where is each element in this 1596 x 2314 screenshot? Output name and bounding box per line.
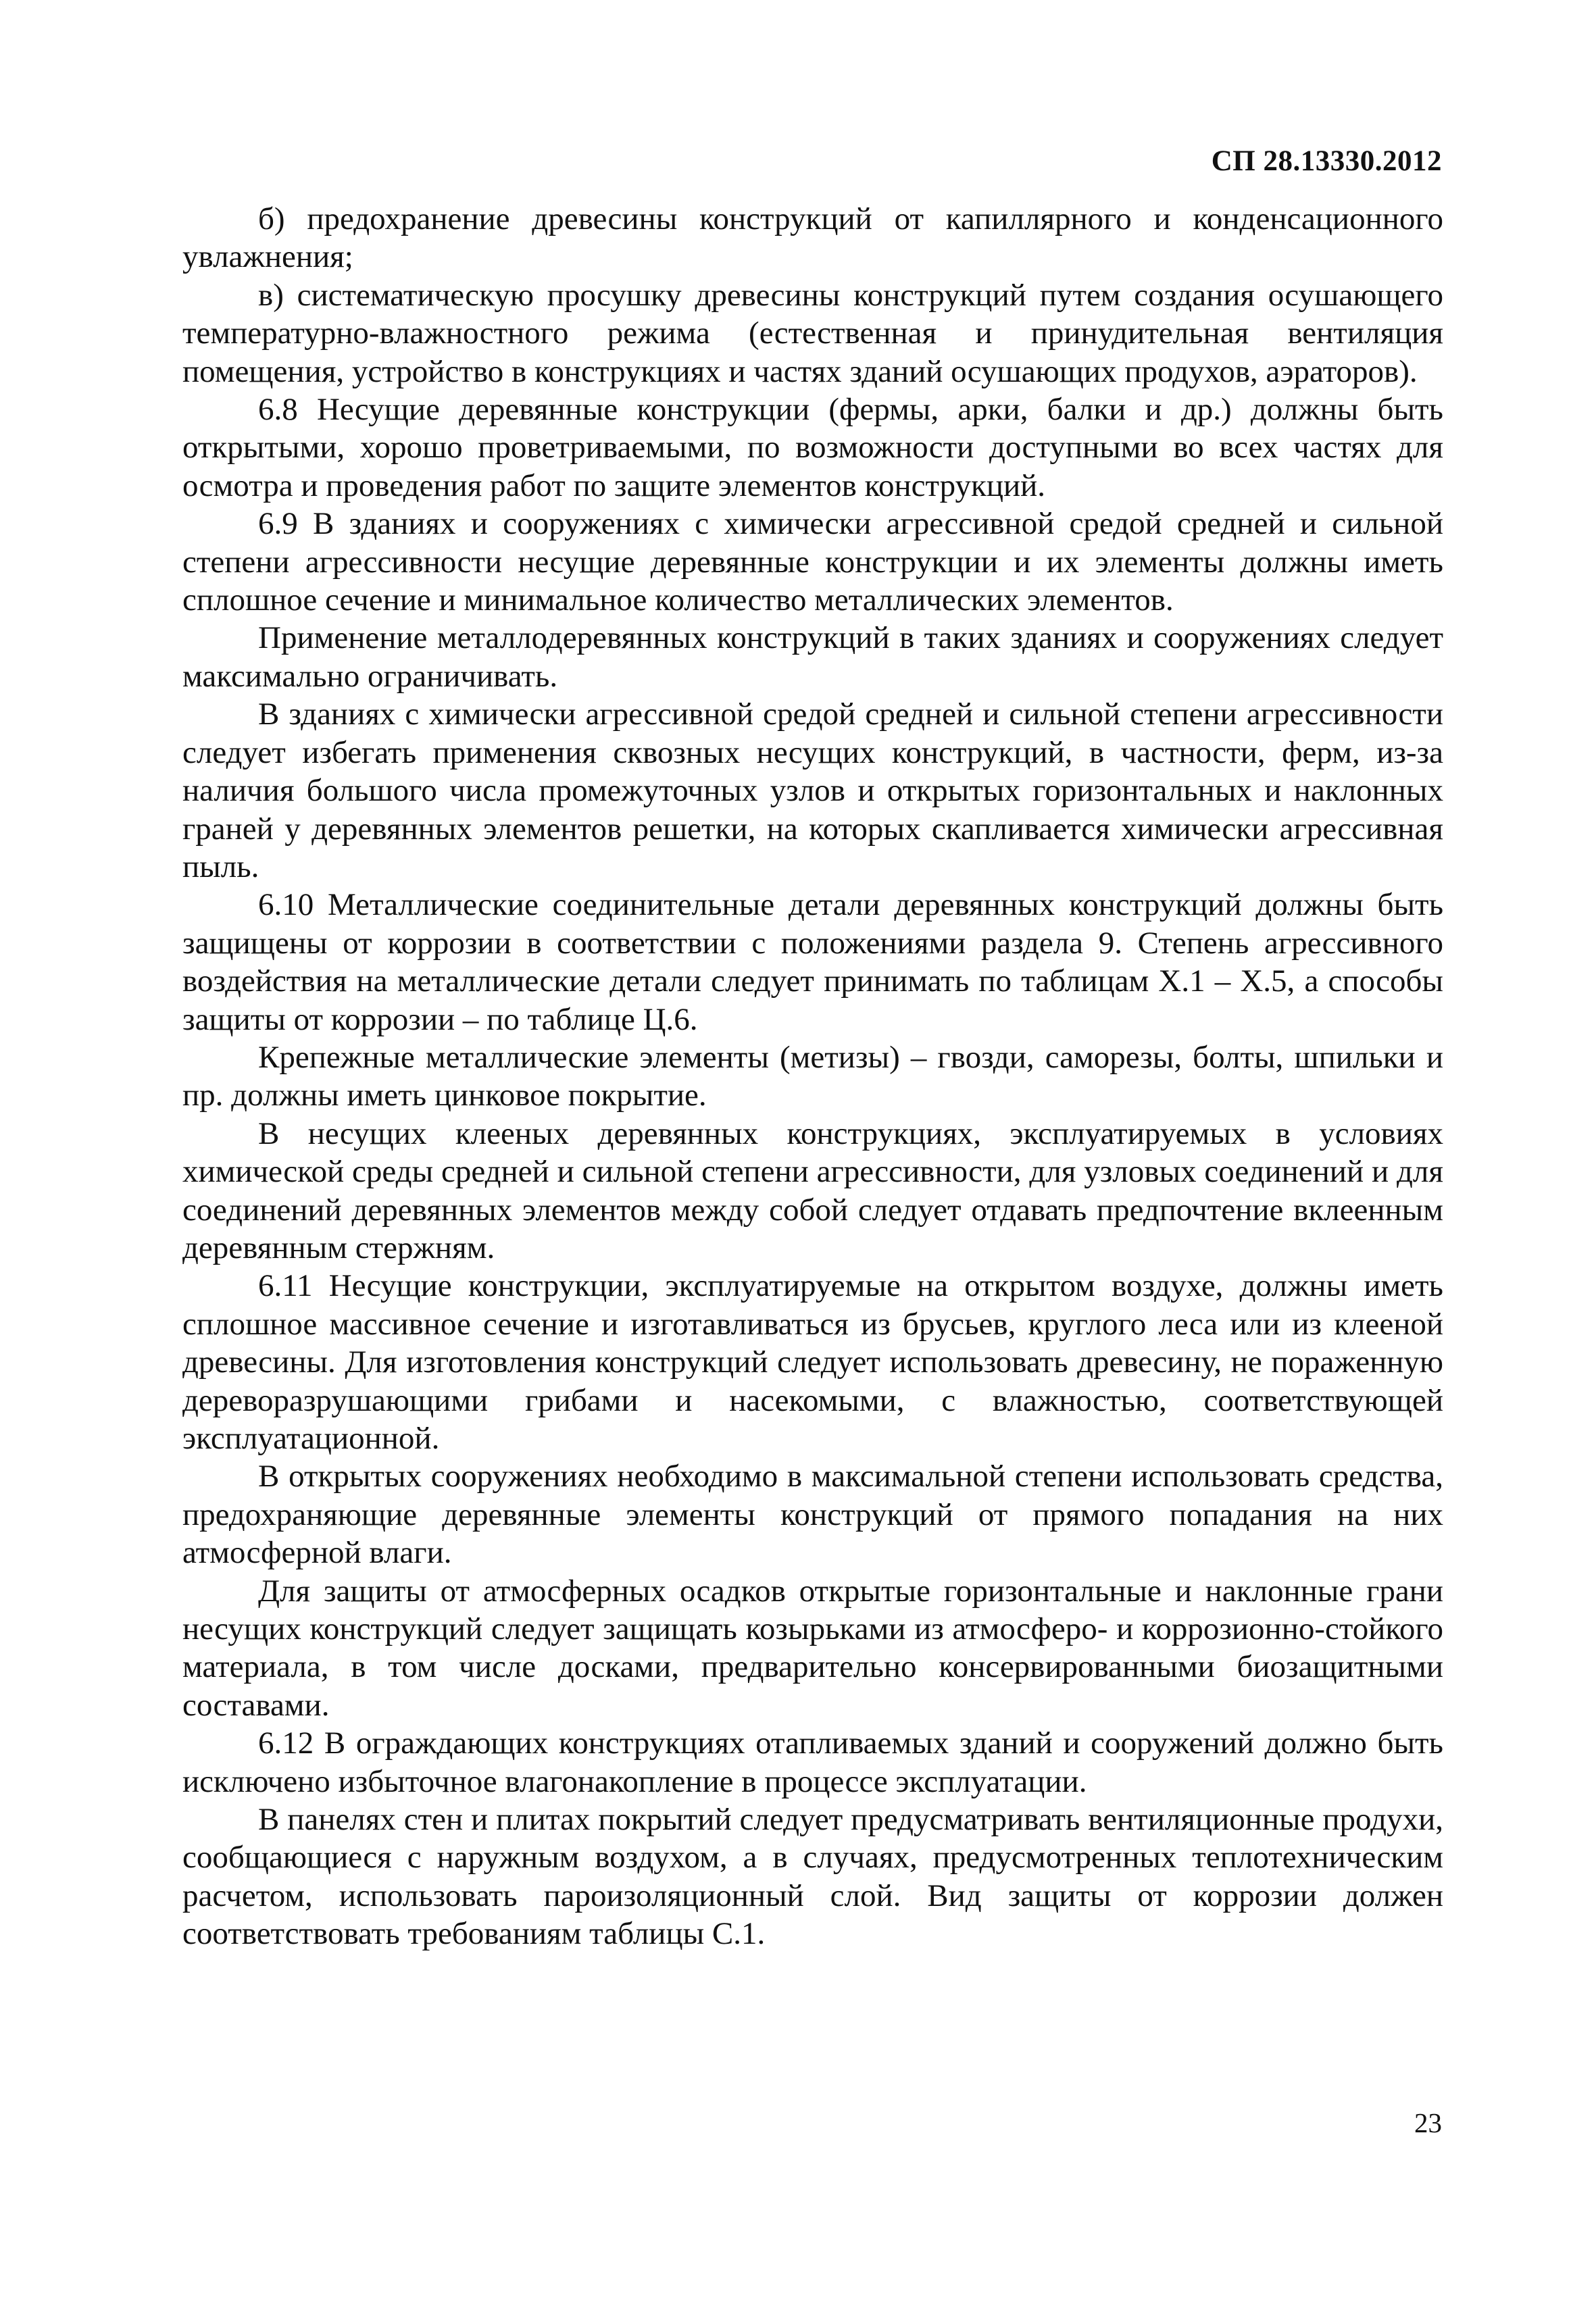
document-code: СП 28.13330.2012 <box>1211 145 1442 177</box>
paragraph-6-10-a: Крепежные металлические элементы (метизы) – гвозди, саморезы, болты, шпильки и пр. должны иметь цинковое покрытие. <box>182 1039 1443 1113</box>
paragraph-6-11-b: Для защиты от атмосферных осадков открытые горизонтальные и наклонные грани несущих конструкций следует защищать козырьками из атмосферо- и коррозионно-стойкого материала, в том числе досками, предварительно консервированными биозащитными составами. <box>182 1573 1443 1723</box>
paragraph-b: б) предохранение древесины конструкций от капиллярного и конденсационного увлажнения; <box>182 201 1443 275</box>
paragraph-6-12: 6.12 В ограждающих конструкциях отапливаемых зданий и сооружений должно быть исключено избыточное влагонакопление в процессе эксплуатации. <box>182 1726 1443 1799</box>
body-text <box>182 200 1443 1953</box>
paragraph-6-11-a: В открытых сооружениях необходимо в максимальной степени использовать средства, предохраняющие деревянные элементы конструкций от прямого попадания на них атмосферной влаги. <box>182 1459 1443 1571</box>
paragraph-6-11: 6.11 Несущие конструкции, эксплуатируемые на открытом воздухе, должны иметь сплошное массивное сечение и изготавливаться из брусьев, круглого леса или из клееной древесины. Для изготовления конструкций следует использовать древесину, не пораженную дереворазрушающими грибами и насекомыми, с влажностью, соответствующей эксплуатационной. <box>182 1268 1443 1456</box>
page-number: 23 <box>1414 2107 1442 2138</box>
paragraph-6-8: 6.8 Несущие деревянные конструкции (фермы, арки, балки и др.) должны быть открытыми, хорошо проветриваемыми, по возможности доступными во всех частях для осмотра и проведения работ по защите элементов конструкций. <box>182 392 1443 503</box>
paragraph-6-9: 6.9 В зданиях и сооружениях с химически агрессивной средой средней и сильной степени агрессивности несущие деревянные конструкции и их элементы должны иметь сплошное сечение и минимальное количество металлических элементов. <box>182 506 1443 618</box>
paragraph-6-10-b: В несущих клееных деревянных конструкциях, эксплуатируемых в условиях химической среды средней и сильной степени агрессивности, для узловых соединений и для соединений деревянных элементов между собой следует отдавать предпочтение вклеенным деревянным стержням. <box>182 1115 1443 1265</box>
paragraph-6-12-a: В панелях стен и плитах покрытий следует предусматривать вентиляционные продухи, сообщающиеся с наружным воздухом, а в случаях, предусмотренных теплотехническим расчетом, использовать пароизоляционный слой. Вид защиты от коррозии должен соответствовать требованиям таблицы С.1. <box>182 1802 1443 1952</box>
paragraph-6-10: 6.10 Металлические соединительные детали деревянных конструкций должны быть защищены от коррозии в соответствии с положениями раздела 9. Степень агрессивного воздействия на металлические детали следует принимать по таблицам Х.1 – Х.5, а способы защиты от коррозии – по таблице Ц.6. <box>182 887 1443 1037</box>
paragraph-6-9-b: В зданиях с химически агрессивной средой средней и сильной степени агрессивности следует избегать применения сквозных несущих конструкций, в частности, ферм, из-за наличия большого числа промежуточных узлов и открытых горизонтальных и наклонных граней у деревянных элементов решетки, на которых скапливается химически агрессивная пыль. <box>182 697 1443 884</box>
paragraph-6-9-a: Применение металлодеревянных конструкций в таких зданиях и сооружениях следует максимально ограничивать. <box>182 620 1443 694</box>
paragraph-v: в) систематическую просушку древесины конструкций путем создания осушающего температурно-влажностного режима (естественная и принудительная вентиляция помещения, устройство в конструкциях и частях зданий осушающих продухов, аэраторов). <box>182 277 1443 389</box>
